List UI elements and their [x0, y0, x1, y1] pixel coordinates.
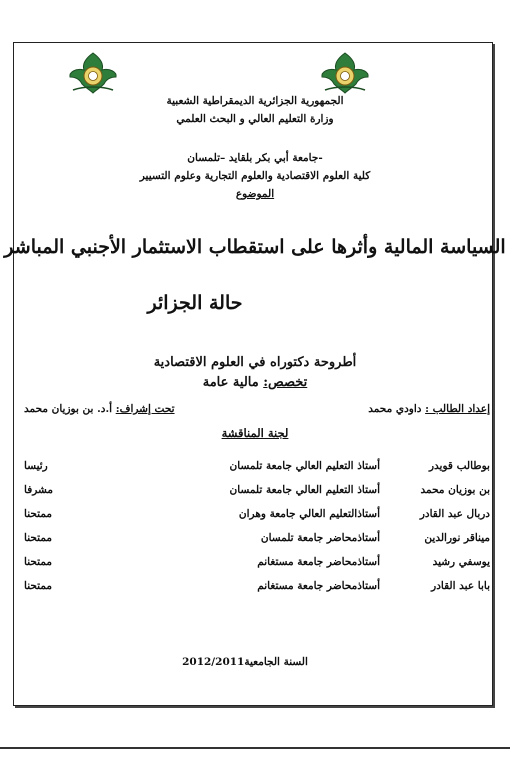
- thesis-title: السياسة المالية وأثرها على استقطاب الاستثمار الأجنبي المباشر: [4, 236, 506, 258]
- committee-row: [20, 556, 490, 574]
- university-emblem-right: [316, 50, 374, 96]
- subject-label: الموضوع: [235, 188, 275, 200]
- member-rank: أستاذالتعليم العالي جامعة وهران: [238, 508, 380, 520]
- member-rank: أستاذ التعليم العالي جامعة تلمسان: [229, 484, 380, 496]
- member-rank: أستاذ التعليم العالي جامعة تلمسان: [229, 460, 380, 472]
- member-name: بابا عبد القادر: [431, 580, 490, 592]
- member-role: ممتحنا: [24, 508, 53, 520]
- committee-row: [20, 460, 490, 478]
- page-border: [13, 42, 493, 706]
- committee-row: [20, 532, 490, 550]
- specialty-line: [0, 375, 510, 390]
- specialty-value: مالية عامة: [202, 375, 264, 390]
- member-name: بوطالب قويدر: [428, 460, 490, 472]
- specialty-label: تخصص:: [263, 375, 308, 390]
- member-role: ممتحنا: [24, 532, 53, 544]
- supervisor-name: أ.د. بن بوزيان محمد: [24, 403, 116, 415]
- faculty-name: كلية العلوم الاقتصادية والعلوم التجارية وعلوم التسيير: [139, 170, 371, 182]
- footer-divider: [0, 747, 510, 749]
- supervisor-line: [24, 403, 175, 415]
- thesis-case: حالة الجزائر: [147, 292, 243, 314]
- member-role: مشرفا: [24, 484, 54, 496]
- committee-row: [20, 484, 490, 502]
- academic-year: السنة الجامعية2012/2011: [182, 656, 308, 668]
- student-line: [368, 403, 490, 415]
- member-name: ميناقر نورالدين: [424, 532, 490, 544]
- committee-row: [20, 580, 490, 598]
- committee-row: [20, 508, 490, 526]
- authors-row: [20, 403, 490, 421]
- member-role: رئيسا: [24, 460, 48, 472]
- university-emblem-left: [64, 50, 122, 96]
- ministry-name: وزارة التعليم العالي و البحث العلمي: [176, 113, 334, 125]
- student-name: داودي محمد: [368, 403, 426, 415]
- member-name: بن بوزيان محمد: [420, 484, 490, 496]
- member-name: دربال عبد القادر: [419, 508, 490, 520]
- member-rank: أستاذمحاضر جامعة مستغانم: [257, 580, 380, 592]
- supervisor-label: تحت إشراف:: [115, 403, 175, 415]
- member-role: ممتحنا: [24, 556, 53, 568]
- thesis-type: أطروحة دكتوراه في العلوم الاقتصادية: [153, 355, 357, 370]
- university-name: جامعة أبي بكر بلقايد –تلمسان-: [187, 152, 323, 164]
- student-label: إعداد الطالب :: [425, 403, 490, 415]
- member-rank: أستاذمحاضر جامعة مستغانم: [257, 556, 380, 568]
- member-rank: أستاذمحاضر جامعة تلمسان: [260, 532, 380, 544]
- committee-title: لجنة المناقشة: [221, 426, 289, 440]
- member-role: ممتحنا: [24, 580, 53, 592]
- member-name: يوسفي رشيد: [432, 556, 490, 568]
- republic-name: الجمهورية الجزائرية الديمقراطية الشعبية: [166, 95, 344, 107]
